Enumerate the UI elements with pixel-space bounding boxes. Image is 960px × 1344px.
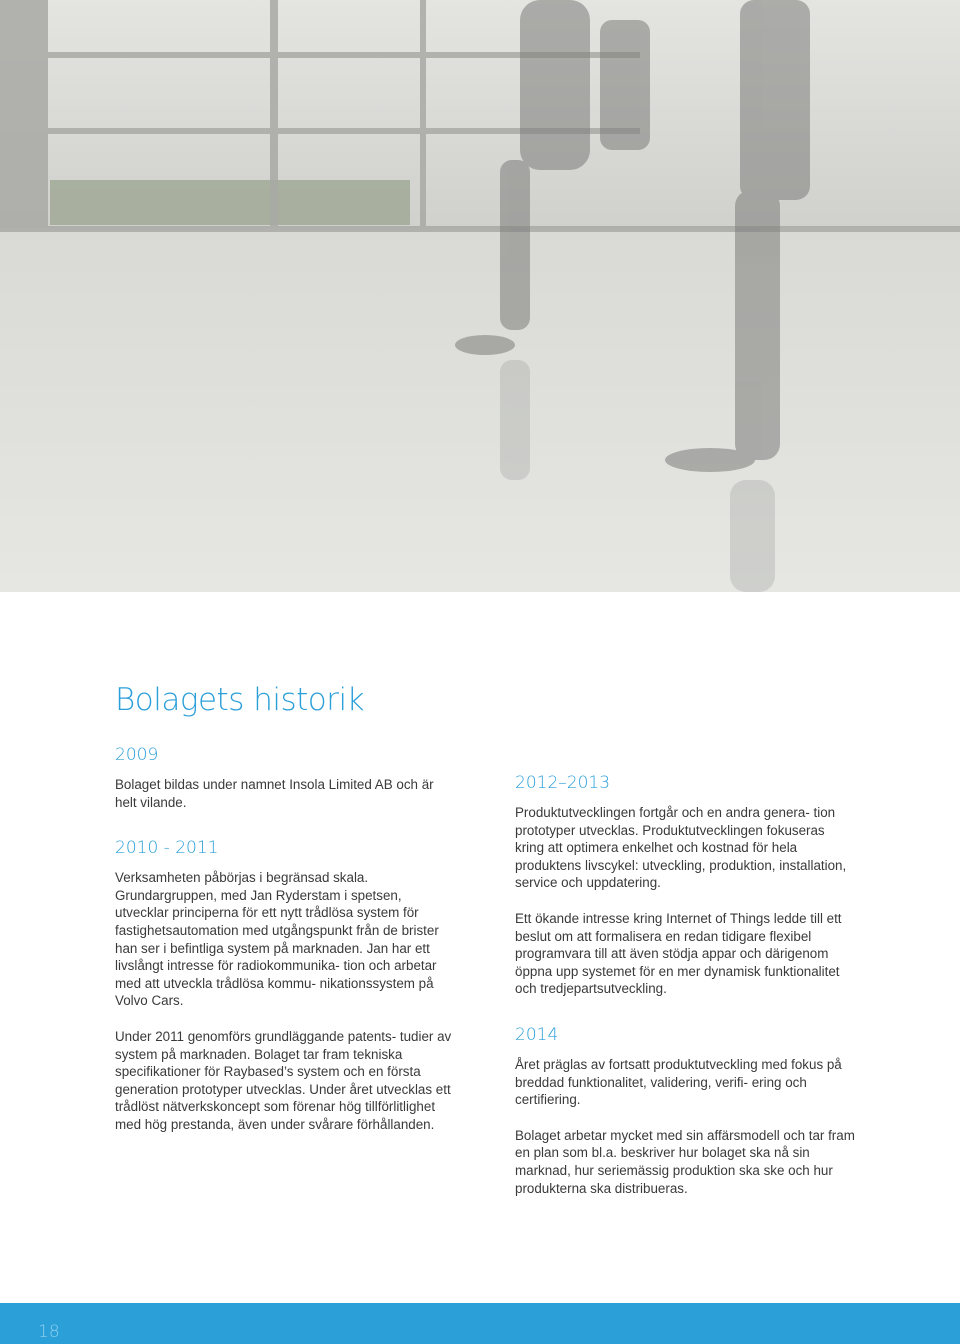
footer-bar [0,1303,960,1344]
body-paragraph: Bolaget bildas under namnet Insola Limited AB och är helt vilande. [115,777,434,810]
hero-illustration [0,0,960,592]
body-paragraph: Produktutvecklingen fortgår och en andra genera- tion prototyper utvecklas. Produktutvecklingen fokuseras kring att optimera enkelhet och kostnad för hela produktens livscykel: utveckling, produktion, installation, service och uppdatering. [515,805,847,891]
body-paragraph: Året präglas av fortsatt produktutveckling med fokus på breddad funktionalitet, validering, verifi- ering och certifiering. [515,1056,842,1108]
year-heading: 2012–2013 [515,773,611,793]
right-column [515,772,855,1215]
year-heading: 2010 - 2011 [115,838,219,859]
body-paragraph: Bolaget arbetar mycket med sin affärsmodell och tar fram en plan som bl.a. beskriver hur bolaget ska nå sin marknad, hur seriemässig produktion ska ske och hur produkterna ska distribueras. [515,1127,855,1196]
body-paragraph: Verksamheten påbörjas i begränsad skala. Grundargruppen, med Jan Ryderstam i spetsen, utvecklar principerna för ett nytt trådlösa system för fastighetsautomation med utgångspunkt från de brister han ser i befintliga system på marknaden. Jan har ett livslångt intresse för radiokommunika- tion och arbetar med att utveckla trådlösa kommu- nikationssystem på Volvo Cars. [115,870,439,1009]
left-column [115,744,455,1152]
year-heading: 2014 [515,1024,559,1045]
body-paragraph: Under 2011 genomförs grundläggande patents- tudier av system på marknaden. Bolaget tar fram tekniska specifikationer för Raybased’s system och en första generation prototyper utvecklas. Under året utvecklas ett trådlöst nätverkskoncept som förenar hög tillförlitlighet med hög prestanda, även under svårare förhållanden. [115,1028,452,1132]
hero-photo [0,0,960,592]
body-paragraph: Ett ökande intresse kring Internet of Things ledde till ett beslut om att formalisera en redan tidigare flexibel programvara till att även stödja appar och därigenom öppna upp systemet för en mer dynamisk funktionalitet och tredjepartsutveckling. [515,910,842,997]
page-number: 18 [38,1322,60,1342]
page-title: Bolagets historik [115,682,365,718]
year-heading: 2009 [115,745,159,765]
